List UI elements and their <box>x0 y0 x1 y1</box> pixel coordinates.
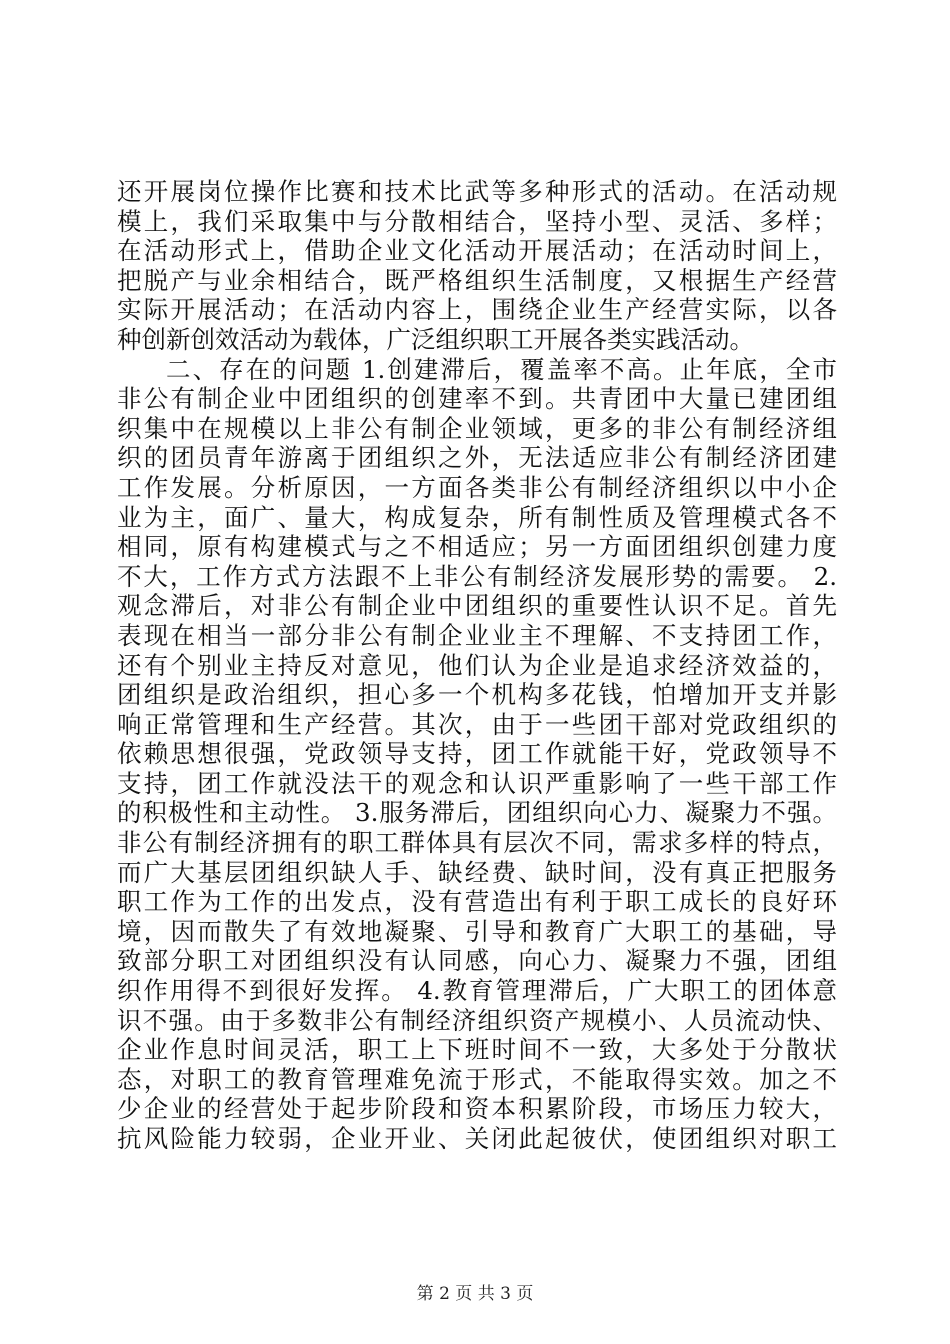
text-line: 不大，工作方式方法跟不上非公有制经济发展形势的需要。 2. <box>117 561 837 591</box>
text-line: 致部分职工对团组织没有认同感，向心力、凝聚力不强，团组 <box>117 946 837 976</box>
text-line: 表现在相当一部分非公有制企业业主不理解、不支持团工作， <box>117 620 837 650</box>
text-line: 的积极性和主动性。 3.服务滞后，团组织向心力、凝聚力不强。 <box>117 798 837 828</box>
text-line: 企业作息时间灵活，职工上下班时间不一致，大多处于分散状 <box>117 1035 837 1065</box>
text-line: 非公有制企业中团组织的创建率不到。共青团中大量已建团组 <box>117 384 837 414</box>
text-line: 在活动形式上，借助企业文化活动开展活动；在活动时间上， <box>117 236 837 266</box>
text-line: 把脱产与业余相结合，既严格组织生活制度，又根据生产经营 <box>117 265 837 295</box>
text-line: 境，因而散失了有效地凝聚、引导和教育广大职工的基础，导 <box>117 916 837 946</box>
text-line: 织作用得不到很好发挥。 4.教育管理滞后，广大职工的团体意 <box>117 976 837 1006</box>
text-line: 支持，团工作就没法干的观念和认识严重影响了一些干部工作 <box>117 768 837 798</box>
text-line: 还开展岗位操作比赛和技术比武等多种形式的活动。在活动规 <box>117 177 837 206</box>
text-line: 观念滞后，对非公有制企业中团组织的重要性认识不足。首先 <box>117 591 837 621</box>
page-number-footer: 第 2 页 共 3 页 <box>416 1284 534 1304</box>
text-line: 种创新创效活动为载体，广泛组织职工开展各类实践活动。 <box>117 324 754 354</box>
text-line: 织集中在规模以上非公有制企业领域，更多的非公有制经济组 <box>117 413 837 443</box>
text-line: 实际开展活动；在活动内容上，围绕企业生产经营实际，以各 <box>117 295 837 325</box>
text-line: 响正常管理和生产经营。其次，由于一些团干部对党政组织的 <box>117 709 837 739</box>
text-line: 识不强。由于多数非公有制经济组织资产规模小、人员流动快、 <box>117 1005 837 1035</box>
text-line: 织的团员青年游离于团组织之外，无法适应非公有制经济团建 <box>117 443 837 473</box>
text-line: 抗风险能力较弱，企业开业、关闭此起彼伏，使团组织对职工 <box>117 1124 837 1153</box>
text-line: 相同，原有构建模式与之不相适应；另一方面团组织创建力度 <box>117 532 837 562</box>
text-line: 少企业的经营处于起步阶段和资本积累阶段，市场压力较大， <box>117 1094 837 1124</box>
text-line: 还有个别业主持反对意见，他们认为企业是追求经济效益的， <box>117 650 837 680</box>
text-line: 依赖思想很强，党政领导支持，团工作就能干好，党政领导不 <box>117 739 837 769</box>
text-line: 而广大基层团组织缺人手、缺经费、缺时间，没有真正把服务 <box>117 857 837 887</box>
text-line: 模上，我们采取集中与分散相结合，坚持小型、灵活、多样； <box>117 206 837 236</box>
text-line: 团组织是政治组织，担心多一个机构多花钱，怕增加开支并影 <box>117 680 837 710</box>
text-line: 非公有制经济拥有的职工群体具有层次不同，需求多样的特点， <box>117 828 837 858</box>
body-text <box>117 177 837 1154</box>
text-line: 职工作为工作的出发点，没有营造出有利于职工成长的良好环 <box>117 887 837 917</box>
text-line: 业为主，面广、量大，构成复杂，所有制性质及管理模式各不 <box>117 502 837 532</box>
section-heading-line: 二、存在的问题 1.创建滞后，覆盖率不高。止年底，全市 <box>166 354 837 384</box>
text-line: 态，对职工的教育管理难免流于形式，不能取得实效。加之不 <box>117 1064 837 1094</box>
text-line: 工作发展。分析原因，一方面各类非公有制经济组织以中小企 <box>117 472 837 502</box>
